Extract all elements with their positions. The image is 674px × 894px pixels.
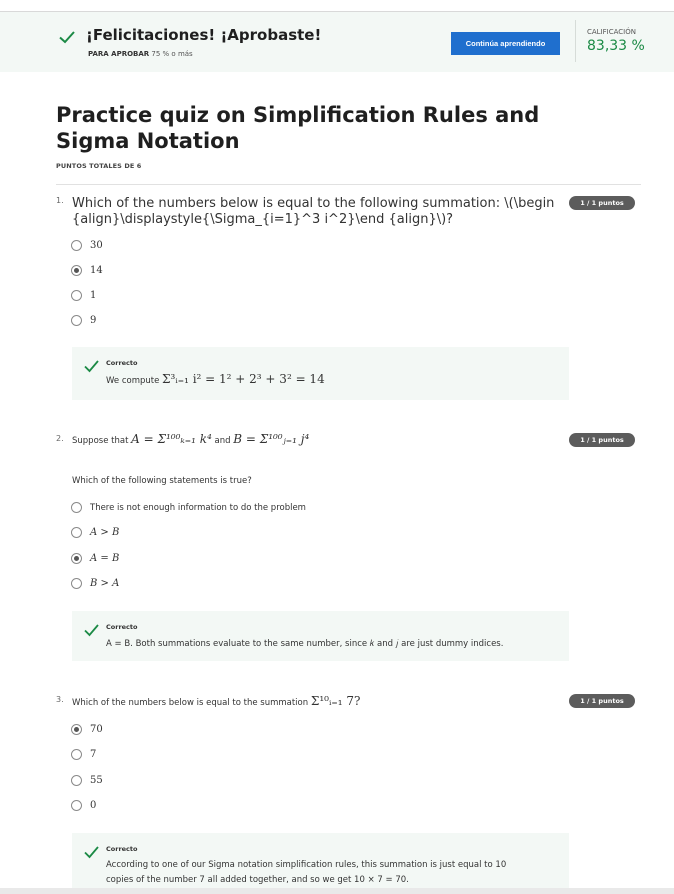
points-badge: 1 / 1 puntos bbox=[569, 196, 635, 210]
feedback-line: According to one of our Sigma notation simplification rules, this summation is just equal to 10 bbox=[106, 860, 507, 870]
option-9[interactable] bbox=[71, 315, 96, 326]
question-text-prefix: Which of the numbers below is equal to the summation bbox=[72, 698, 309, 708]
radio-button[interactable] bbox=[71, 578, 82, 589]
feedback-math: Σ³ᵢ₌₁ i² = 1² + 2³ + 3² = 14 bbox=[162, 372, 325, 386]
feedback-line: copies of the number 7 all added together, and so we get 10 × 7 = 70. bbox=[106, 875, 409, 885]
feedback-text: A = B. Both summations evaluate to the same number, since 𝑘 and 𝑗 are just dummy indices. bbox=[106, 639, 504, 649]
checkmark-icon bbox=[84, 623, 99, 637]
total-points: PUNTOS TOTALES DE 6 bbox=[56, 162, 142, 170]
banner-divider bbox=[575, 20, 576, 62]
pass-requirement bbox=[88, 50, 193, 58]
feedback-text bbox=[106, 858, 556, 888]
question-text: Which of the numbers below is equal to the following summation: \(\begin {align}\displaystyle{\Sigma_{i=1}^3 i^2}\end {align}\)? bbox=[72, 196, 555, 227]
option-not-enough-info[interactable] bbox=[71, 502, 306, 513]
radio-button[interactable] bbox=[71, 240, 82, 251]
question-number: 3. bbox=[56, 695, 64, 704]
radio-button[interactable] bbox=[71, 775, 82, 786]
pass-value: 75 % o más bbox=[151, 50, 193, 58]
option-a-greater-b[interactable] bbox=[71, 527, 119, 538]
radio-button[interactable] bbox=[71, 749, 82, 760]
math-expression-b: B = Σ¹⁰⁰ⱼ₌₁ j⁴ bbox=[233, 432, 310, 446]
feedback-text bbox=[106, 372, 556, 389]
option-0[interactable] bbox=[71, 800, 96, 811]
option-label: 30 bbox=[90, 240, 103, 251]
radio-button-selected[interactable] bbox=[71, 553, 82, 564]
option-a-equals-b[interactable] bbox=[71, 553, 119, 564]
option-label: A > B bbox=[90, 527, 120, 538]
pass-label: PARA APROBAR bbox=[88, 50, 150, 58]
feedback-correct bbox=[72, 833, 569, 888]
feedback-correct bbox=[72, 347, 569, 400]
option-b-greater-a[interactable] bbox=[71, 578, 119, 589]
points-badge: 1 / 1 puntos bbox=[569, 694, 635, 708]
bottom-bar bbox=[0, 888, 674, 894]
math-expression-a: A = Σ¹⁰⁰ₖ₌₁ k⁴ bbox=[131, 432, 212, 446]
question-text bbox=[72, 432, 309, 446]
option-30[interactable] bbox=[71, 240, 103, 251]
grade-label: CALIFICACIÓN bbox=[587, 28, 636, 36]
option-55[interactable] bbox=[71, 775, 103, 786]
pass-banner bbox=[0, 12, 674, 72]
option-14[interactable] bbox=[71, 265, 103, 276]
page-title: Practice quiz on Simplification Rules and Sigma Notation bbox=[56, 103, 540, 153]
continue-learning-button[interactable]: Continúa aprendiendo bbox=[451, 32, 560, 55]
option-7[interactable] bbox=[71, 749, 96, 760]
divider bbox=[56, 184, 641, 185]
top-border bbox=[0, 0, 674, 12]
option-label: 1 bbox=[90, 290, 97, 301]
question-number: 1. bbox=[56, 196, 64, 205]
radio-button-selected[interactable] bbox=[71, 724, 82, 735]
option-label: 9 bbox=[90, 315, 97, 326]
option-70[interactable] bbox=[71, 724, 103, 735]
feedback-label: Correcto bbox=[106, 623, 138, 631]
radio-button[interactable] bbox=[71, 502, 82, 513]
checkmark-icon bbox=[84, 845, 99, 859]
radio-button[interactable] bbox=[71, 315, 82, 326]
checkmark-icon bbox=[84, 359, 99, 373]
feedback-label: Correcto bbox=[106, 845, 138, 853]
pass-title: ¡Felicitaciones! ¡Aprobaste! bbox=[86, 26, 322, 44]
option-label: 14 bbox=[90, 265, 103, 276]
question-text-and: and bbox=[214, 436, 231, 446]
radio-button[interactable] bbox=[71, 290, 82, 301]
radio-button[interactable] bbox=[71, 527, 82, 538]
question-text-prefix: Suppose that bbox=[72, 436, 129, 446]
feedback-label: Correcto bbox=[106, 359, 138, 367]
question-text bbox=[72, 694, 360, 708]
checkmark-icon bbox=[58, 28, 76, 46]
option-label: There is not enough information to do the problem bbox=[90, 502, 306, 513]
option-1[interactable] bbox=[71, 290, 96, 301]
option-label: 55 bbox=[90, 775, 103, 786]
feedback-prefix: We compute bbox=[106, 376, 160, 386]
radio-button-selected[interactable] bbox=[71, 265, 82, 276]
feedback-correct bbox=[72, 611, 569, 661]
option-label: 7 bbox=[90, 749, 97, 760]
option-label: A = B bbox=[90, 553, 120, 564]
option-label: B > A bbox=[90, 578, 120, 589]
points-badge: 1 / 1 puntos bbox=[569, 433, 635, 447]
math-expression: Σ¹⁰ᵢ₌₁ 7? bbox=[310, 694, 361, 708]
option-label: 70 bbox=[90, 724, 103, 735]
option-label: 0 bbox=[90, 800, 97, 811]
question-number: 2. bbox=[56, 434, 64, 443]
question-subtext: Which of the following statements is true? bbox=[72, 476, 252, 486]
radio-button[interactable] bbox=[71, 800, 82, 811]
grade-value: 83,33 % bbox=[587, 38, 645, 54]
